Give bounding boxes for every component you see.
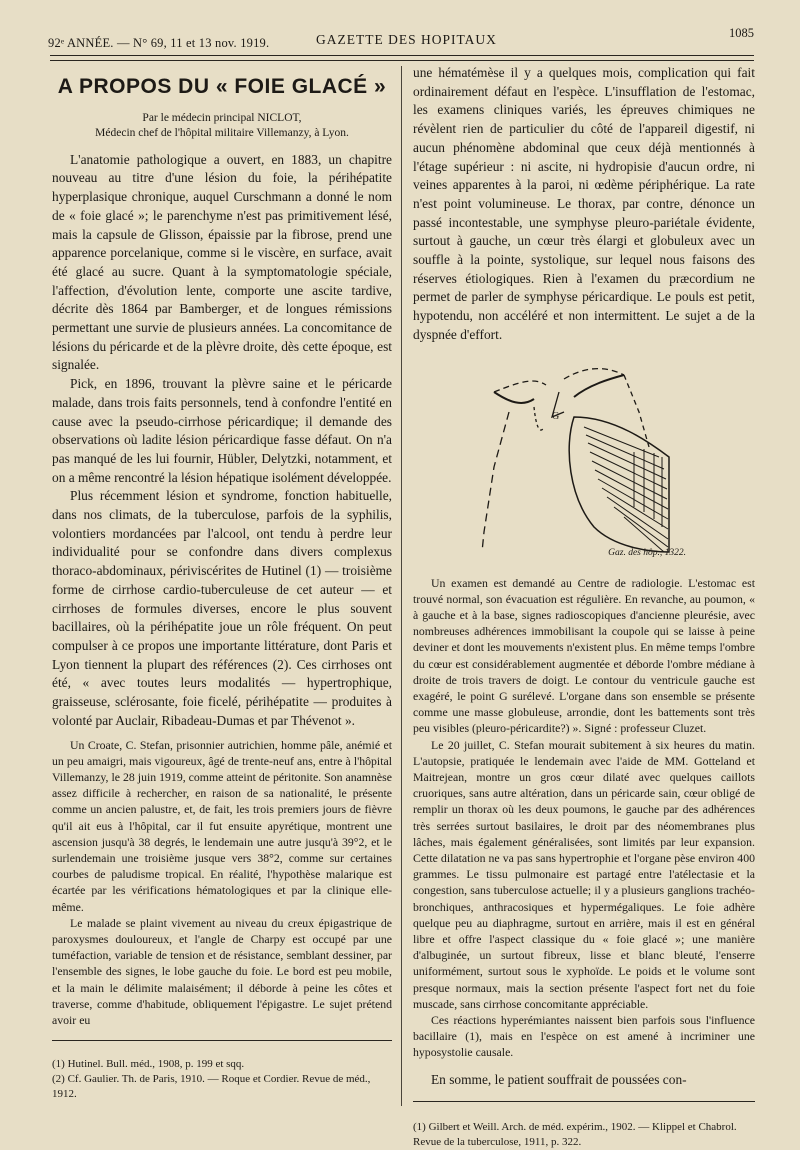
radiograph-figure <box>474 357 694 567</box>
paragraph: une hématémèse il y a quelques mois, complication qui fait ordinairement défaut en l'espèce. L'insufflation de l'estomac, les examens cliniques variés, les épreuves chimiques ne révèlent rien de particulier du côté de l'appareil digestif, ni aucun phénomène abdominal que ceux déjà mentionnés à l'étage supérieur : ni ascite, ni hydropisie d'aucun ordre, ni veines apparentes à la paroi, ni œdème périphérique. La rate n'est point volumineuse. Le thorax, par contre, dénonce un passé incontestable, une symphyse pleuro-pariétale évidente, surtout à gauche, un cœur très élargi et globuleux avec un souffle à la pointe, systolique, sur lequel nous faisons des réserves étiologiques. Rien à l'examen du præcordium ne permet de parler de symphyse péricardique. Le pouls est petit, hypotendu, non accéléré et non intermittent. Le sujet a de la dyspnée d'effort. <box>413 65 755 342</box>
journal-title: GAZETTE DES HOPITAUX <box>316 32 497 47</box>
page-number: 1085 <box>729 26 754 40</box>
footnote: (1) Hutinel. Bull. méd., 1908, p. 199 et sqq. <box>52 1057 245 1070</box>
figure-caption: Gaz. des hôp., 1322. <box>608 547 686 558</box>
paragraph: Pick, en 1896, trouvant la plèvre saine et le péricarde malade, dans trois faits personnels, tend à confondre l'entité en cause avec la pseudo-cirrhose péricardique; il demande des observations où ladite lésion péricardique fasse défaut. On n'a pas manqué de les lui fournir, Hübler, Delytzki, notamment, et on a même rencontré la lésion hépatique isolément développée. <box>52 376 392 485</box>
footnote-separator <box>52 1040 392 1041</box>
paragraph: L'anatomie pathologique a ouvert, en 1883, un chapitre nouveau au titre d'une lésion du foie, la périhépatite hyperplasique chronique, auquel Curschmann a donné le nom de « foie glacé »; le parenchyme n'est pas primitivement lésé, mais la capsule de Glisson, épaissie par la fibrose, prend une apparence porcelanique, comme si le viscère, en surface, avait été glacé au sucre. Quant à la symptomatologie spéciale, l'affection, d'évolution lente, comporte une ascite tardive, décrite dès 1864 par Bamberger, et de longues rémissions permettant une survie de plusieurs années. La concomitance de lésions du péricarde et de la plèvre droite, dès cette époque, est signalée. <box>52 151 392 373</box>
author-line: Par le médecin principal NICLOT, <box>142 111 302 124</box>
left-column <box>52 66 392 1102</box>
page-header <box>48 26 754 48</box>
header-rule-2 <box>50 60 754 61</box>
heart-shadow-drawing <box>474 357 694 567</box>
case-paragraph: Ces réactions hyperémiantes naissent bien parfois sous l'influence bacillaire (1), mais en l'espèce on est amené à incriminer une hyposystolie causale. <box>413 1013 755 1060</box>
footnote-separator <box>413 1101 755 1102</box>
article-title: A PROPOS DU « FOIE GLACÉ » <box>57 75 387 98</box>
header-rule <box>50 55 754 56</box>
author-affiliation: Médecin chef de l'hôpital militaire Villemanzy, à Lyon. <box>95 126 349 139</box>
footnote: (1) Gilbert et Weill. Arch. de méd. expérim., 1902. — Klippel et Chabrol. Revue de la tuberculose, 1911, p. 322. <box>413 1121 737 1149</box>
case-paragraph: Le 20 juillet, C. Stefan mourait subitement à six heures du matin. L'autopsie, pratiquée le lendemain avec l'aide de MM. Gotteland et Maitrejean, montre un gros cœur dilaté avec quelques caillots cruoriques, sans autre altération, dans un péricarde sain, cœur obligé de remplir un thorax où les deux poumons, le gauche par des adhérences très serrées surtout basilaires, le droit par des néomembranes plus lâches, mais également généralisées, sont limités par leur expansion. Cette dilatation ne va pas sans hypertrophie et l'organe pèse environ 400 grammes. Le tissu pulmonaire est partagé entre l'atélectasie et la congestion, sans tuberculose actuelle; il y a plusieurs ganglions trachéo-bronchiques, anthracosiques et hypermégaliques. Le foie adhère quelque peu au diaphragme, surtout en arrière, mais il est en général libre et offre l'aspect classique du « foie glacé »; une manière d'albuginée, un surtout fibreux, lisse et blanc bleuté, l'enserre uniformément, surtout sous le xyphoïde. Le poids et le volume sont presque normaux, mais la section présente l'aspect fort net du foie muscade, sans cirrhose concomitante appréciable. <box>413 737 755 1011</box>
footnotes <box>52 1057 392 1102</box>
byline <box>52 111 392 141</box>
footnotes <box>413 1120 755 1150</box>
figure-label-g: G <box>552 410 560 422</box>
final-line: En somme, le patient souffrait de poussées con- <box>431 1071 687 1087</box>
paragraph: Plus récemment lésion et syndrome, fonction habituelle, dans nos climats, de la tuberculose, parfois de la syphilis, volontiers mordancées par l'alcool, ont tendu à perdre leur individualité pour se confondre dans divers complexus thoraco-abdominaux, périviscérites de Hutinel (1) — troisième forme de cirrhose cardio-tuberculeuse de cet auteur — et cirrhoses de formules diverses, encore le plus souvent bacillaires, où la périhépatite joue un rôle fréquent. On peut compulser à ce propos une importante littérature, dont Paris et Lyon tiennent la plupart des références (2). Ces cirrhoses ont été, « avec toutes leurs modalités — hypertrophique, graisseuse, sclérosante, foie ficelé, périhépatite — produites à volonté par Auclair, Ribadeau-Dumas et par Thévenot ». <box>52 488 392 728</box>
column-divider <box>401 66 402 1106</box>
issue-line: 92ᵉ ANNÉE. — N° 69, 11 et 13 nov. 1919. <box>48 36 270 50</box>
footnote: (2) Cf. Gaulier. Th. de Paris, 1910. — Roque et Cordier. Revue de méd., 1912. <box>52 1072 371 1100</box>
case-paragraph: Un Croate, C. Stefan, prisonnier autrichien, homme pâle, anémié et un peu amaigri, mais vigoureux, âgé de trente-neuf ans, entre à l'hôpital Villemanzy, le 28 juin 1919, comme atteint de péritonite. Son anamnèse assez difficile à rechercher, en raison de sa nationalité, le présente comme un ancien palustre, et, de fait, les trois premiers jours de fièvre qu'il ait eus à l'hôpital, car il fut ensuite apyrétique, montrent une ascension jusqu'à 38 degrés, le lendemain une autre jusqu'à 39°2, et le surlendemain une troisième jusque vers 38°2, comme sur certaines courbes de paludisme tropical. En réalité, l'hypothèse malarique est écartée par les vérifications hématologiques et par la clinique elle-même. <box>52 737 392 914</box>
right-column <box>413 64 755 1150</box>
case-paragraph: Le malade se plaint vivement au niveau du creux épigastrique de paroxysmes douloureux, et l'angle de Charpy est occupé par une tuméfaction, variable de tension et de résistance, semblant dessiner, par l'ensemble des signes, le lobe gauche du foie. Le bord est peu mobile, et la main le délimite malaisément; il déborde à peine les côtes et traverse, comme d'habitude, obliquement l'épigastre. Le sujet prétend avoir eu <box>52 915 392 1027</box>
case-paragraph: Un examen est demandé au Centre de radiologie. L'estomac est trouvé normal, son évacuation est régulière. En revanche, au poumon, « à gauche et à la base, signes radioscopiques d'ancienne pleurésie, avec nombreuses adhérences immobilisant la coupole qui se laisse à peine deviner et dont les mouvements n'existent plus. En même temps l'ombre du cœur est considérablement augmentée et déborde l'ombre médiane à droite de trois travers de doigt. Le contour du ventricule gauche est exagéré, le point G surélevé. L'organe dans son ensemble se présente comme une masse globuleuse, arrondie, dont les battements sont très peu visibles (pleuro-péricardite?) ». Signé : professeur Cluzet. <box>413 575 755 736</box>
